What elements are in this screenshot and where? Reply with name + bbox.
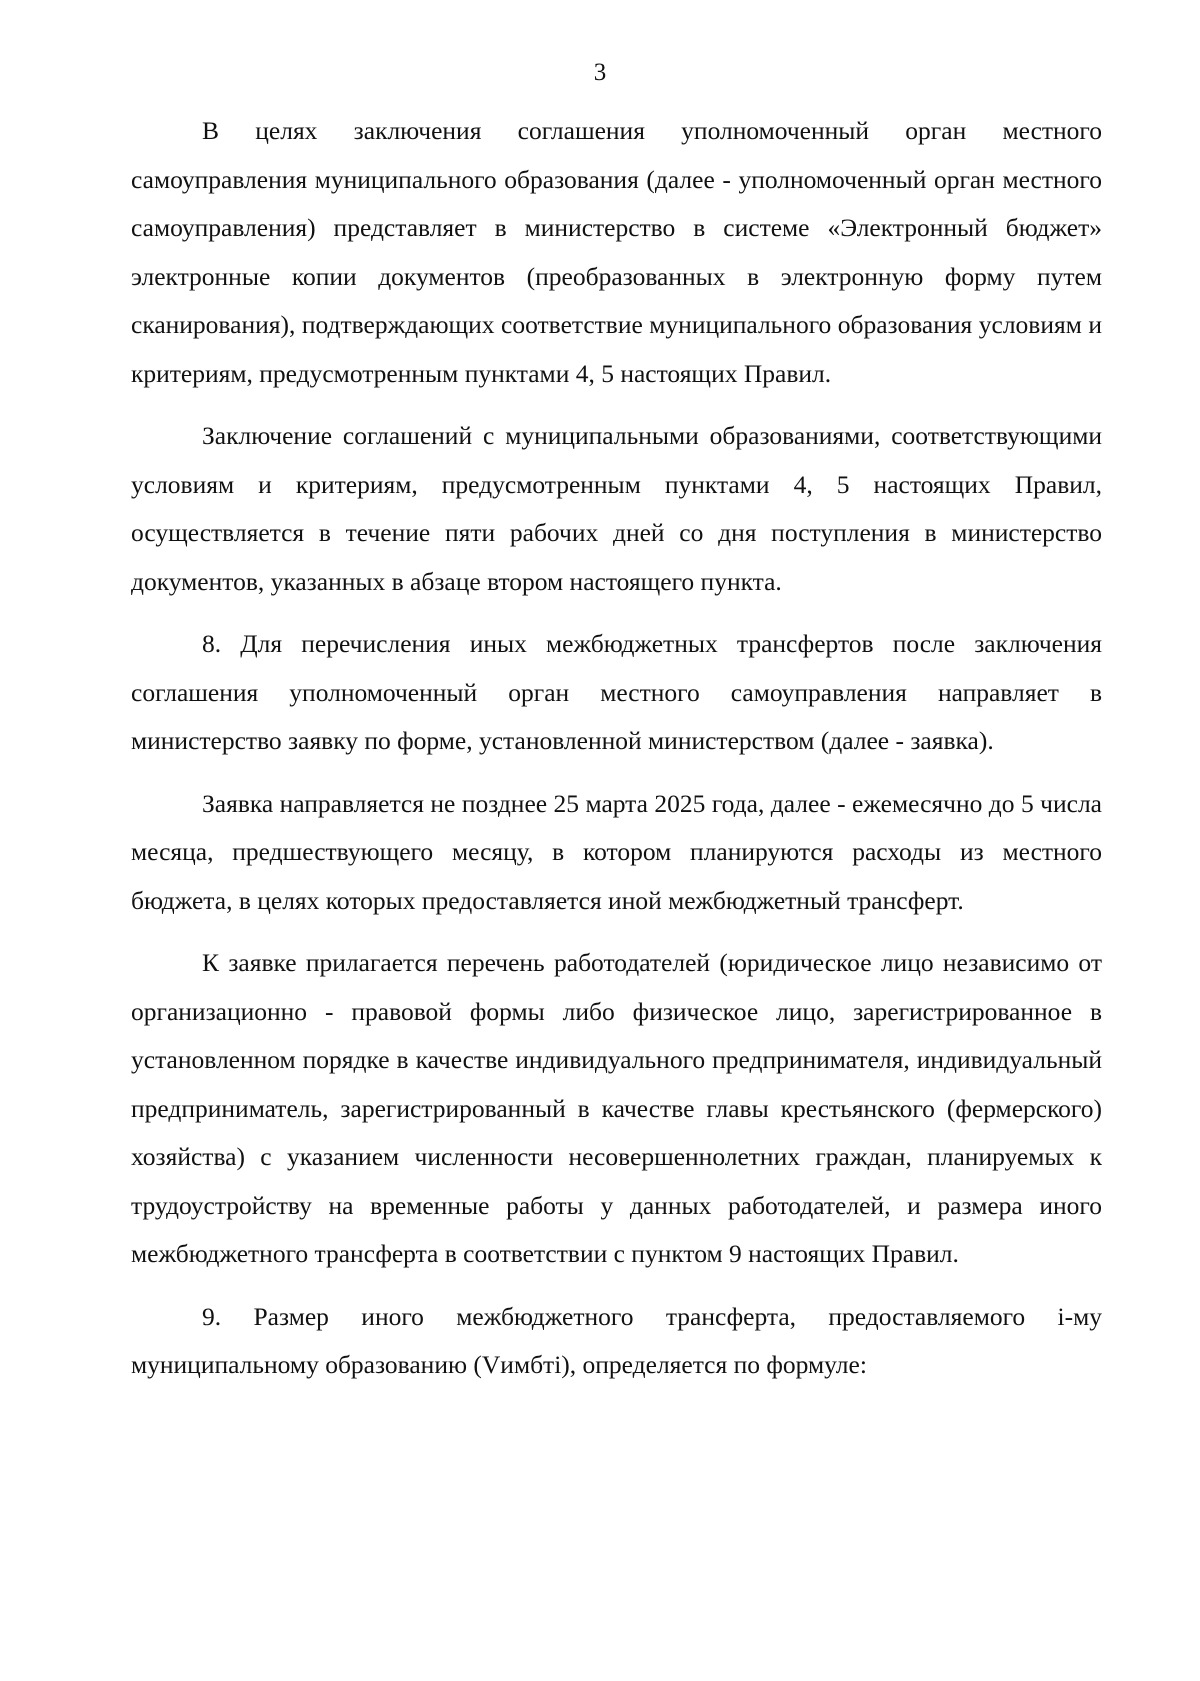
paragraph-application-deadline: Заявка направляется не позднее 25 марта 2025 года, далее - ежемесячно до 5 числа месяца, предшествующего месяцу, в котором планируются расходы из местного бюджета, в целях которых предоставляется иной межбюджетный трансферт. <box>131 788 1102 915</box>
paragraph-item-9-formula-intro: 9. Размер иного межбюджетного трансферта, предоставляемого i-му муниципальному образованию (Vимбтi), определяется по формуле: <box>131 1301 1102 1379</box>
paragraph-agreement-conclusion: Заключение соглашений с муниципальными образованиями, соответствующими условиям и критериям, предусмотренным пунктами 4, 5 настоящих Правил, осуществляется в течение пяти рабочих дней со дня поступления в министерство документов, указанных в абзаце втором настоящего пункта. <box>131 421 1102 596</box>
document-body <box>131 107 1102 1404</box>
paragraph-agreement-documents: В целях заключения соглашения уполномоченный орган местного самоуправления муниципального образования (далее - уполномоченный орган местного самоуправления) представляет в министерство в системе «Электронный бюджет» электронные копии документов (преобразованных в электронную форму путем сканирования), подтверждающих соответствие муниципального образования условиям и критериям, предусмотренным пунктами 4, 5 настоящих Правил. <box>131 116 1102 388</box>
page-number: 3 <box>593 59 607 86</box>
paragraph-item-8-application: 8. Для перечисления иных межбюджетных трансфертов после заключения соглашения уполномоченный орган местного самоуправления направляет в министерство заявку по форме, установленной министерством (далее - заявка). <box>131 629 1102 755</box>
paragraph-employers-list: К заявке прилагается перечень работодателей (юридическое лицо независимо от организационно - правовой формы либо физическое лицо, зарегистрированное в установленном порядке в качестве индивидуального предпринимателя, индивидуальный предприниматель, зарегистрированный в качестве главы крестьянского (фермерского) хозяйства) с указанием численности несовершеннолетних граждан, планируемых к трудоустройству на временные работы у данных работодателей, и размера иного межбюджетного трансферта в соответствии с пунктом 9 настоящих Правил. <box>131 948 1102 1268</box>
